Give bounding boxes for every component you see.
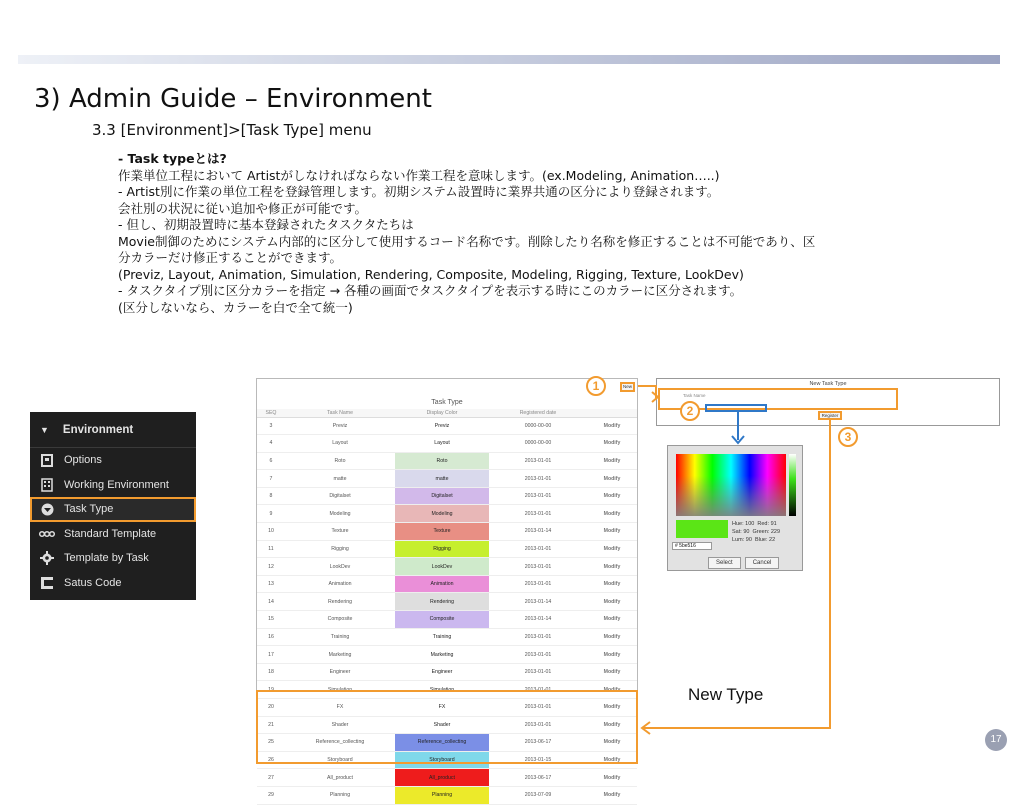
cell-task-name: Roto: [285, 452, 395, 470]
body-line: - Task typeとは?: [118, 151, 227, 166]
cell-task-name: Digitalset: [285, 487, 395, 505]
dialog-title: New Task Type: [809, 381, 847, 387]
modify-button[interactable]: Modify: [587, 769, 637, 787]
column-header: Task Name: [285, 409, 395, 417]
modify-button[interactable]: Modify: [587, 628, 637, 646]
modify-button[interactable]: Modify: [587, 716, 637, 734]
cell-task-name: Storyboard: [285, 751, 395, 769]
cell-display-color: Previz: [395, 417, 489, 435]
cell-task-name: Animation: [285, 575, 395, 593]
cell-registered-date: 0000-00-00: [489, 435, 587, 453]
cell-seq: 4: [257, 435, 285, 453]
new-type-label: New Type: [688, 685, 764, 704]
cell-display-color: Digitalset: [395, 487, 489, 505]
modify-button[interactable]: Modify: [587, 417, 637, 435]
cell-seq: 20: [257, 699, 285, 717]
cell-display-color: Simulation: [395, 681, 489, 699]
modify-button[interactable]: Modify: [587, 646, 637, 664]
body-line: - タスクタイプ別に区分カラーを指定 → 各種の画面でタスクタイプを表示する時にこのカラーに区分されます。: [118, 283, 743, 298]
lum-value[interactable]: 90: [745, 537, 752, 543]
modify-button[interactable]: Modify: [587, 734, 637, 752]
cell-display-color: Engineer: [395, 663, 489, 681]
cell-seq: 27: [257, 769, 285, 787]
cell-registered-date: 2013-01-01: [489, 452, 587, 470]
modify-button[interactable]: Modify: [587, 452, 637, 470]
cell-registered-date: 2013-01-01: [489, 699, 587, 717]
cell-seq: 26: [257, 751, 285, 769]
cell-task-name: Reference_collecting: [285, 734, 395, 752]
cell-task-name: Rendering: [285, 593, 395, 611]
cell-registered-date: 2013-01-01: [489, 505, 587, 523]
cell-display-color: Reference_collecting: [395, 734, 489, 752]
cell-seq: 9: [257, 505, 285, 523]
cell-registered-date: 2013-01-01: [489, 646, 587, 664]
column-header: Display Color: [395, 409, 489, 417]
cell-seq: 6: [257, 452, 285, 470]
cell-display-color: Shader: [395, 716, 489, 734]
modify-button[interactable]: Modify: [587, 487, 637, 505]
cell-task-name: Texture: [285, 523, 395, 541]
cell-registered-date: 2013-01-01: [489, 540, 587, 558]
cell-display-color: matte: [395, 470, 489, 488]
cell-seq: 7: [257, 470, 285, 488]
body-line: 作業単位工程において Artistがしなければならない作業工程を意味します。(ex.Modeling, Animation…..): [118, 167, 720, 183]
cell-display-color: Rendering: [395, 593, 489, 611]
cell-registered-date: 2013-01-01: [489, 716, 587, 734]
cell-display-color: All_product: [395, 769, 489, 787]
modify-button[interactable]: Modify: [587, 593, 637, 611]
cell-task-name: Shader: [285, 716, 395, 734]
body-line: - Artist別に作業の単位工程を登録管理します。初期システム設置時に業界共通の区分により登録されます。: [118, 184, 720, 199]
new-button[interactable]: New: [620, 382, 635, 392]
cell-display-color: Storyboard: [395, 751, 489, 769]
cell-task-name: Layout: [285, 435, 395, 453]
arrow-register-to-new-rows: [642, 420, 830, 728]
sidebar-header-label: Environment: [62, 423, 134, 436]
sidebar-item-label: Task Type: [64, 503, 114, 516]
body-line: (Previz, Layout, Animation, Simulation, Rendering, Composite, Modeling, Rigging, Texture, LookDev): [118, 266, 744, 282]
cell-registered-date: 2013-01-15: [489, 751, 587, 769]
cell-task-name: Simulation: [285, 681, 395, 699]
red-label: Red:: [757, 521, 770, 527]
cell-registered-date: 2013-01-01: [489, 575, 587, 593]
modify-button[interactable]: Modify: [587, 505, 637, 523]
cell-registered-date: 2013-01-01: [489, 663, 587, 681]
page-number: 17: [985, 729, 1007, 751]
modify-button[interactable]: Modify: [587, 470, 637, 488]
cell-display-color: Roto: [395, 452, 489, 470]
sidebar-item-label: Template by Task: [64, 552, 149, 565]
cell-task-name: LookDev: [285, 558, 395, 576]
modify-button[interactable]: Modify: [587, 611, 637, 629]
cell-task-name: Composite: [285, 611, 395, 629]
cell-seq: 16: [257, 628, 285, 646]
cell-registered-date: 2013-01-01: [489, 487, 587, 505]
cell-task-name: Modeling: [285, 505, 395, 523]
cell-seq: 18: [257, 663, 285, 681]
cell-registered-date: 2013-01-01: [489, 558, 587, 576]
hex-value: 5be516: [679, 543, 696, 549]
modify-button[interactable]: Modify: [587, 540, 637, 558]
cell-seq: 10: [257, 523, 285, 541]
cell-registered-date: 2013-01-01: [489, 681, 587, 699]
hex-prefix: #: [675, 543, 678, 549]
cell-display-color: Texture: [395, 523, 489, 541]
sat-value[interactable]: 90: [743, 529, 750, 535]
modify-button[interactable]: Modify: [587, 751, 637, 769]
table-row: [257, 769, 637, 787]
callout-2: 2: [680, 401, 700, 421]
cell-seq: 19: [257, 681, 285, 699]
modify-button[interactable]: Modify: [587, 663, 637, 681]
callout-1: 1: [586, 376, 606, 396]
hue-value[interactable]: 100: [745, 521, 755, 527]
cell-seq: 14: [257, 593, 285, 611]
callout-3: 3: [838, 427, 858, 447]
body-line: Movie制御のためにシステム内部的に区分して使用するコード名称です。削除したり名称を修正することは不可能であり、区: [118, 233, 816, 249]
modify-button[interactable]: Modify: [587, 523, 637, 541]
column-header: Registered date: [489, 409, 587, 417]
cell-display-color: Layout: [395, 435, 489, 453]
table-row: [257, 786, 637, 804]
modify-button[interactable]: Modify: [587, 786, 637, 804]
cell-seq: 25: [257, 734, 285, 752]
cell-task-name: Rigging: [285, 540, 395, 558]
cell-display-color: Composite: [395, 611, 489, 629]
body-line: 分カラーだけ修正することができます。: [118, 250, 343, 265]
modify-button[interactable]: Modify: [587, 558, 637, 576]
cell-task-name: Engineer: [285, 663, 395, 681]
cell-display-color: Marketing: [395, 646, 489, 664]
cell-task-name: FX: [285, 699, 395, 717]
sidebar-item-label: Standard Template: [64, 527, 157, 540]
cell-task-name: Previz: [285, 417, 395, 435]
task-type-title: Task Type: [431, 399, 463, 406]
cell-task-name: matte: [285, 470, 395, 488]
cell-registered-date: 2013-01-14: [489, 593, 587, 611]
cell-registered-date: 2013-01-14: [489, 523, 587, 541]
cell-display-color: Training: [395, 628, 489, 646]
cell-registered-date: 2013-06-17: [489, 769, 587, 787]
caret-down-icon: ▼: [40, 424, 49, 435]
sat-label: Sat:: [732, 529, 742, 535]
cell-registered-date: 2013-01-01: [489, 628, 587, 646]
cell-registered-date: 2013-01-01: [489, 470, 587, 488]
green-label: Green:: [752, 529, 770, 535]
cell-display-color: Rigging: [395, 540, 489, 558]
cell-display-color: FX: [395, 699, 489, 717]
green-value[interactable]: 229: [770, 529, 781, 535]
red-value[interactable]: 91: [770, 521, 777, 527]
cell-display-color: Planning: [395, 786, 489, 804]
cell-display-color: Modeling: [395, 505, 489, 523]
register-button[interactable]: Register: [818, 411, 842, 420]
cell-task-name: Marketing: [285, 646, 395, 664]
cell-task-name: All_product: [285, 769, 395, 787]
cell-display-color: LookDev: [395, 558, 489, 576]
cell-task-name: Planning: [285, 786, 395, 804]
sidebar-item-label: Working Environment: [64, 478, 169, 491]
modify-button[interactable]: Modify: [587, 435, 637, 453]
cell-seq: 21: [257, 716, 285, 734]
body-line: - 但し、初期設置時に基本登録されたタスクタたちは: [118, 217, 414, 232]
cell-registered-date: 0000-00-00: [489, 417, 587, 435]
cancel-button[interactable]: Cancel: [745, 557, 780, 569]
blue-value[interactable]: 22: [769, 537, 776, 543]
cell-seq: 13: [257, 575, 285, 593]
modify-button[interactable]: Modify: [587, 575, 637, 593]
cell-seq: 12: [257, 558, 285, 576]
cell-seq: 17: [257, 646, 285, 664]
cell-task-name: Training: [285, 628, 395, 646]
cell-seq: 15: [257, 611, 285, 629]
blue-label: Blue:: [754, 537, 768, 543]
cell-seq: 3: [257, 417, 285, 435]
body-line: (区分しないなら、カラーを白で全て統一): [118, 299, 353, 315]
body-line: 会社別の状況に従い追加や修正が可能です。: [118, 200, 368, 216]
modify-button[interactable]: Modify: [587, 681, 637, 699]
cell-display-color: Animation: [395, 575, 489, 593]
sidebar-item-label: Options: [64, 454, 102, 467]
cell-registered-date: 2013-01-14: [489, 611, 587, 629]
cell-registered-date: 2013-06-17: [489, 734, 587, 752]
slide-title: 3) Admin Guide – Environment: [34, 84, 432, 114]
cell-seq: 11: [257, 540, 285, 558]
select-button[interactable]: Select: [708, 557, 741, 569]
cell-seq: 29: [257, 786, 285, 804]
cell-seq: 8: [257, 487, 285, 505]
column-header: SEQ: [257, 409, 285, 417]
modify-button[interactable]: Modify: [587, 699, 637, 717]
task-name-label: Task Name: [683, 393, 706, 398]
cell-registered-date: 2013-07-09: [489, 786, 587, 804]
hue-label: Hue:: [732, 521, 744, 527]
slide-subtitle: 3.3 [Environment]>[Task Type] menu: [92, 121, 372, 139]
sidebar-item-label: Satus Code: [64, 576, 122, 589]
lum-label: Lum:: [732, 537, 745, 543]
